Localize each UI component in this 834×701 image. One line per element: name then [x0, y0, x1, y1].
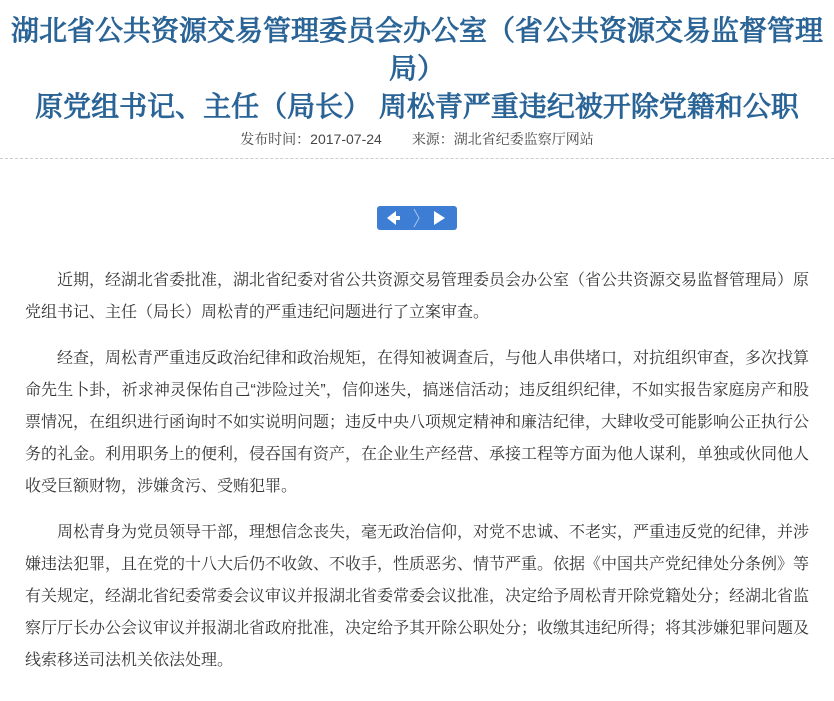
article-body	[0, 265, 834, 701]
article-header	[0, 0, 834, 149]
previous-page-button[interactable]	[385, 210, 403, 226]
article-meta	[0, 129, 834, 149]
right-arrow-icon	[434, 211, 446, 225]
pager	[0, 206, 834, 230]
publish-time: 发布时间：2017-07-24	[240, 131, 382, 147]
dashed-divider	[0, 158, 834, 159]
chevron-right-icon	[413, 206, 421, 230]
article-title-line2: 原党组书记、主任（局长） 周松青严重违纪被开除党籍和公职	[35, 91, 799, 122]
next-page-button[interactable]	[431, 210, 449, 226]
left-arrow-icon	[387, 211, 402, 225]
paragraph-2: 经查，周松青严重违反政治纪律和政治规矩，在得知被调查后，与他人串供堵口，对抗组织审查，多次找算命先生卜卦，祈求神灵保佑自己“涉险过关”，信仰迷失，搞迷信活动；违反组织纪律，不如实报告家庭房产和股票情况，在组织进行函询时不如实说明问题；违反中央八项规定精神和廉洁纪律，大肆收受可能影响公正执行公务的礼金。利用职务上的便利，侵吞国有资产，在企业生产经营、承接工程等方面为他人谋利，单独或伙同他人收受巨额财物，涉嫌贪污、受贿犯罪。	[25, 350, 810, 495]
paragraph-1: 近期，经湖北省委批准，湖北省纪委对省公共资源交易管理委员会办公室（省公共资源交易监督管理局）原党组书记、主任（局长）周松青的严重违纪问题进行了立案审查。	[25, 272, 810, 321]
article-source: 来源：湖北省纪委监察厅网站	[411, 131, 594, 147]
article-title	[0, 12, 834, 126]
pager-box	[377, 206, 457, 230]
article-title-line1: 湖北省公共资源交易管理委员会办公室（省公共资源交易监督管理局）	[10, 15, 823, 84]
paragraph-3: 周松青身为党员领导干部，理想信念丧失，毫无政治信仰，对党不忠诚、不老实，严重违反党的纪律，并涉嫌违法犯罪，且在党的十八大后仍不收敛、不收手，性质恶劣、情节严重。依据《中国共产党纪律处分条例》等有关规定，经湖北省纪委常委会议审议并报湖北省委常委会议批准，决定给予周松青开除党籍处分；经湖北省监察厅厅长办公会议审议并报湖北省政府批准，决定给予其开除公职处分；收缴其违纪所得；将其涉嫌犯罪问题及线索移送司法机关依法处理。	[25, 524, 810, 669]
